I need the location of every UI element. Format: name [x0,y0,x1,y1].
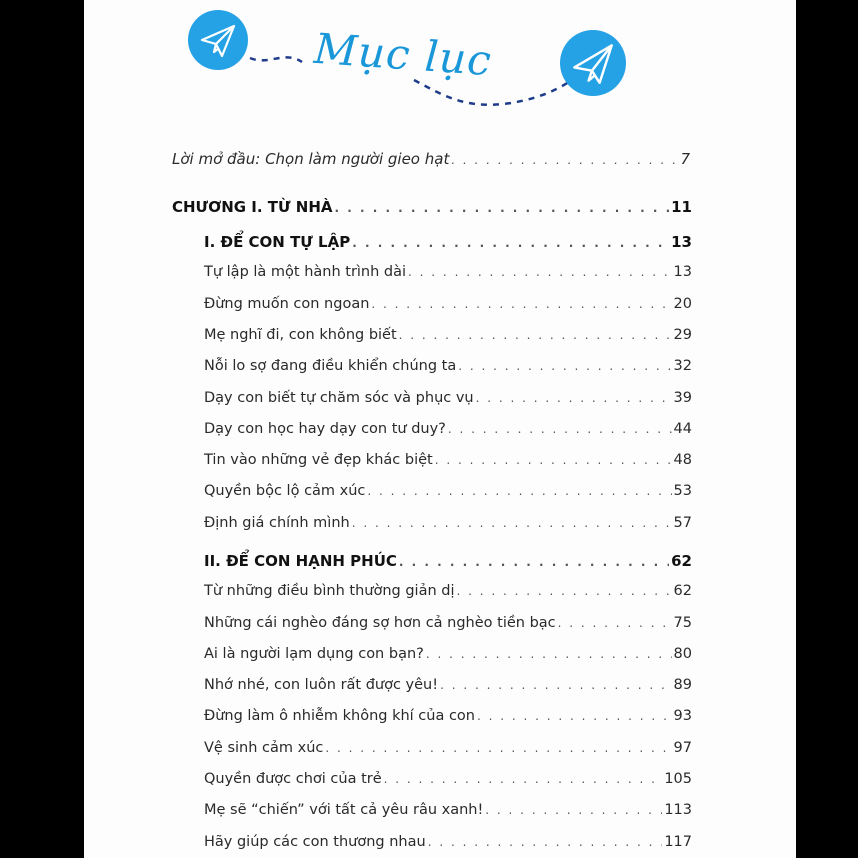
toc-entry-item[interactable] [204,421,692,445]
toc-page-number: 93 [673,708,692,724]
dot-leader [451,153,678,167]
table-of-contents [84,0,796,858]
dot-leader [399,328,672,342]
toc-entry-label: Vệ sinh cảm xúc [204,740,324,756]
toc-page-number: 53 [673,483,692,499]
toc-page-number: 7 [680,150,690,168]
toc-entry-item[interactable] [204,740,692,764]
toc-entry-item[interactable] [204,583,692,607]
dot-leader [485,803,662,817]
toc-entry-item[interactable] [204,515,692,539]
toc-entry-label: Định giá chính mình [204,515,350,531]
toc-entry-label: CHƯƠNG I. TỪ NHÀ [172,198,333,216]
dot-leader [399,555,669,569]
dot-leader [371,297,671,311]
toc-page-number: 89 [673,677,692,693]
dot-leader [428,835,663,849]
toc-page-number: 62 [671,552,692,570]
toc-entry-label: Dạy con học hay dạy con tư duy? [204,421,446,437]
toc-page-number: 62 [673,583,692,599]
toc-entry-label: Đừng làm ô nhiễm không khí của con [204,708,475,724]
toc-entry-item[interactable] [204,802,692,826]
dot-leader [352,236,669,250]
dot-leader [457,584,672,598]
toc-entry-chapter[interactable] [172,198,692,222]
toc-page-number: 29 [673,327,692,343]
toc-entry-label: Dạy con biết tự chăm sóc và phục vụ [204,390,474,406]
toc-page-number: 105 [664,771,692,787]
toc-entry-item[interactable] [204,358,692,382]
toc-entry-item[interactable] [204,483,692,507]
toc-entry-item[interactable] [204,615,692,639]
toc-entry-label: Mẹ sẽ “chiến” với tất cả yêu râu xanh! [204,802,484,818]
toc-page-number: 32 [673,358,692,374]
toc-entry-item[interactable] [204,296,692,320]
toc-page-number: 44 [673,421,692,437]
book-page [84,0,796,858]
toc-page-number: 13 [671,233,692,251]
dot-leader [352,516,672,530]
toc-entry-label: Nỗi lo sợ đang điều khiển chúng ta [204,358,457,374]
toc-entry-intro[interactable] [172,150,690,174]
toc-entry-label: Nhớ nhé, con luôn rất được yêu! [204,677,439,693]
dot-leader [367,484,671,498]
dot-leader [458,359,671,373]
toc-entry-label: Tự lập là một hành trình dài [204,264,407,280]
toc-page-number: 117 [664,834,692,850]
toc-entry-label: I. ĐỂ CON TỰ LẬP [204,233,351,251]
toc-entry-label: Mẹ nghĩ đi, con không biết [204,327,397,343]
toc-entry-item[interactable] [204,452,692,476]
toc-entry-label: Từ những điều bình thường giản dị [204,583,455,599]
toc-entry-item[interactable] [204,264,692,288]
toc-entry-label: Ai là người lạm dụng con bạn? [204,646,424,662]
dot-leader [384,772,663,786]
toc-entry-section[interactable] [204,233,692,257]
toc-entry-item[interactable] [204,390,692,414]
toc-entry-item[interactable] [204,646,692,670]
toc-entry-item[interactable] [204,771,692,795]
toc-page-number: 20 [673,296,692,312]
toc-page-number: 80 [673,646,692,662]
toc-entry-label: Hãy giúp các con thương nhau [204,834,426,850]
toc-entry-label: Quyền bộc lộ cảm xúc [204,483,366,499]
toc-page-number: 57 [673,515,692,531]
dot-leader [408,265,672,279]
toc-entry-item[interactable] [204,834,692,858]
toc-page-number: 97 [673,740,692,756]
toc-entry-section[interactable] [204,552,692,576]
dot-leader [477,709,672,723]
toc-entry-item[interactable] [204,708,692,732]
toc-entry-label: Tin vào những vẻ đẹp khác biệt [204,452,433,468]
toc-entry-label: Quyền được chơi của trẻ [204,771,382,787]
page-title: Mục lục [312,23,494,86]
dot-leader [325,741,671,755]
dot-leader [435,453,672,467]
dot-leader [440,678,671,692]
toc-entry-item[interactable] [204,677,692,701]
toc-entry-label: Những cái nghèo đáng sợ hơn cả nghèo tiền bạc [204,615,556,631]
toc-entry-label: II. ĐỂ CON HẠNH PHÚC [204,552,397,570]
dot-leader [558,616,672,630]
dot-leader [476,391,672,405]
toc-page-number: 113 [664,802,692,818]
toc-page-number: 75 [673,615,692,631]
dot-leader [335,201,670,215]
dot-leader [448,422,672,436]
toc-entry-label: Lời mở đầu: Chọn làm người gieo hạt [172,150,450,168]
toc-page-number: 11 [671,198,692,216]
toc-entry-label: Đừng muốn con ngoan [204,296,370,312]
toc-page-number: 48 [673,452,692,468]
toc-page-number: 39 [673,390,692,406]
toc-entry-item[interactable] [204,327,692,351]
dot-leader [426,647,672,661]
toc-page-number: 13 [673,264,692,280]
